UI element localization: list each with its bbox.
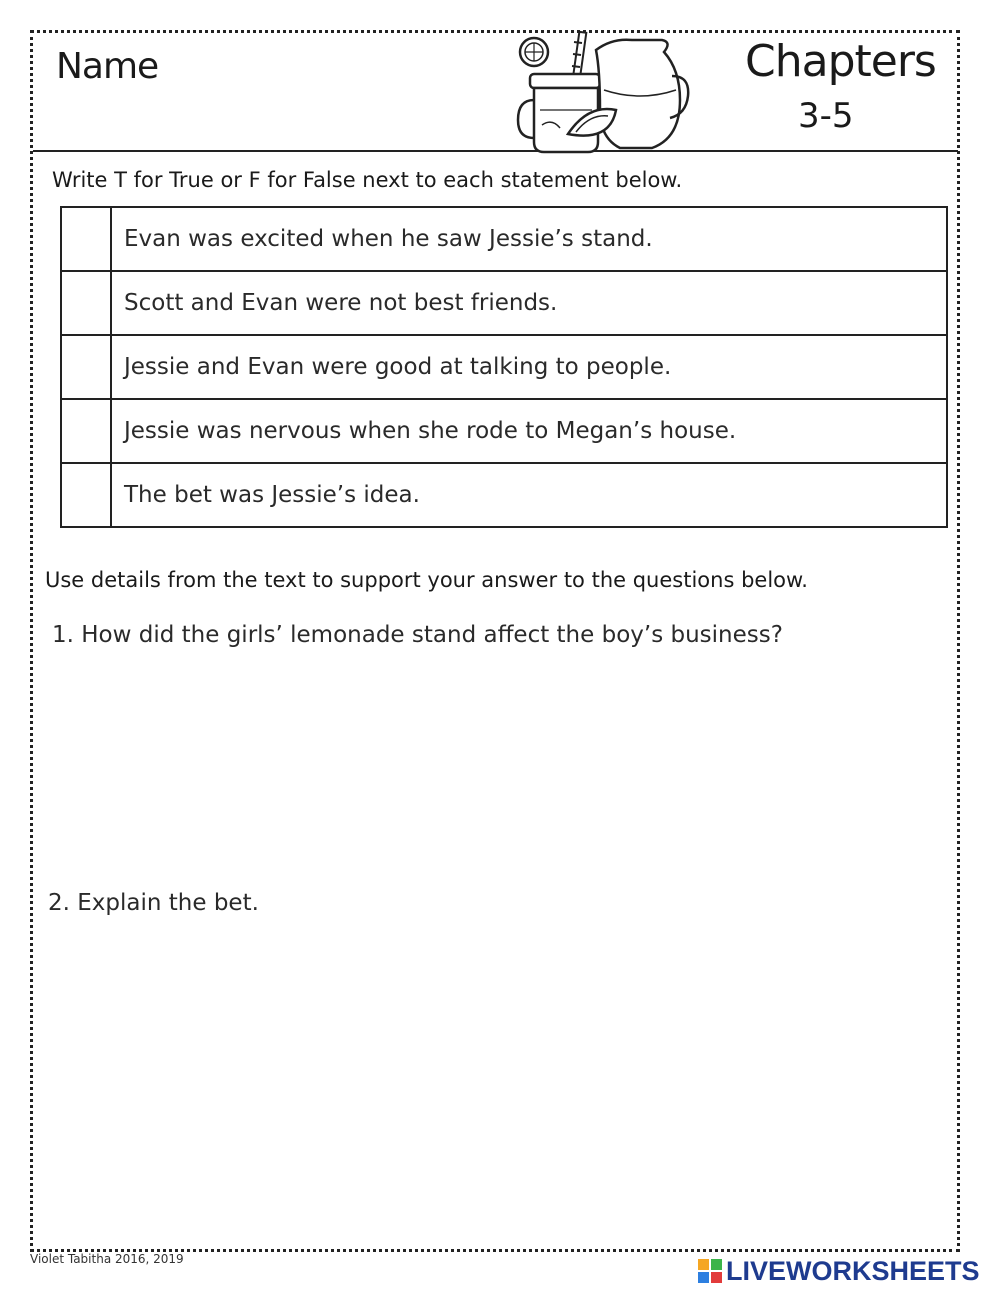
answer-cell[interactable]: [61, 335, 111, 399]
lemonade-clipart: [512, 30, 690, 154]
statement-text: Scott and Evan were not best friends.: [111, 271, 947, 335]
table-row: [61, 463, 947, 527]
table-row: [61, 271, 947, 335]
true-false-instructions: Write T for True or F for False next to each statement below.: [52, 168, 683, 192]
answer-cell[interactable]: [61, 463, 111, 527]
table-row: [61, 399, 947, 463]
statement-text: The bet was Jessie’s idea.: [111, 463, 947, 527]
true-false-table: [60, 206, 948, 528]
answer-cell[interactable]: [61, 207, 111, 271]
questions-instructions: Use details from the text to support your answer to the questions below.: [45, 568, 808, 592]
copyright-credit: Violet Tabitha 2016, 2019: [30, 1252, 184, 1266]
answer-cell[interactable]: [61, 399, 111, 463]
name-label: Name: [56, 46, 159, 87]
header-divider: [33, 150, 958, 152]
chapters-title: Chapters: [745, 36, 936, 87]
statement-text: Evan was excited when he saw Jessie’s stand.: [111, 207, 947, 271]
table-row: [61, 207, 947, 271]
statement-text: Jessie was nervous when she rode to Megan’s house.: [111, 399, 947, 463]
chapters-range: 3-5: [798, 96, 854, 136]
liveworksheets-logo-icon: [698, 1259, 722, 1283]
brand-text: LIVEWORKSHEETS: [726, 1255, 980, 1286]
question-2: 2. Explain the bet.: [48, 890, 259, 916]
answer-cell[interactable]: [61, 271, 111, 335]
liveworksheets-brand[interactable]: [698, 1256, 980, 1286]
question-1: 1. How did the girls’ lemonade stand affect the boy’s business?: [52, 622, 783, 648]
statement-text: Jessie and Evan were good at talking to people.: [111, 335, 947, 399]
table-row: [61, 335, 947, 399]
